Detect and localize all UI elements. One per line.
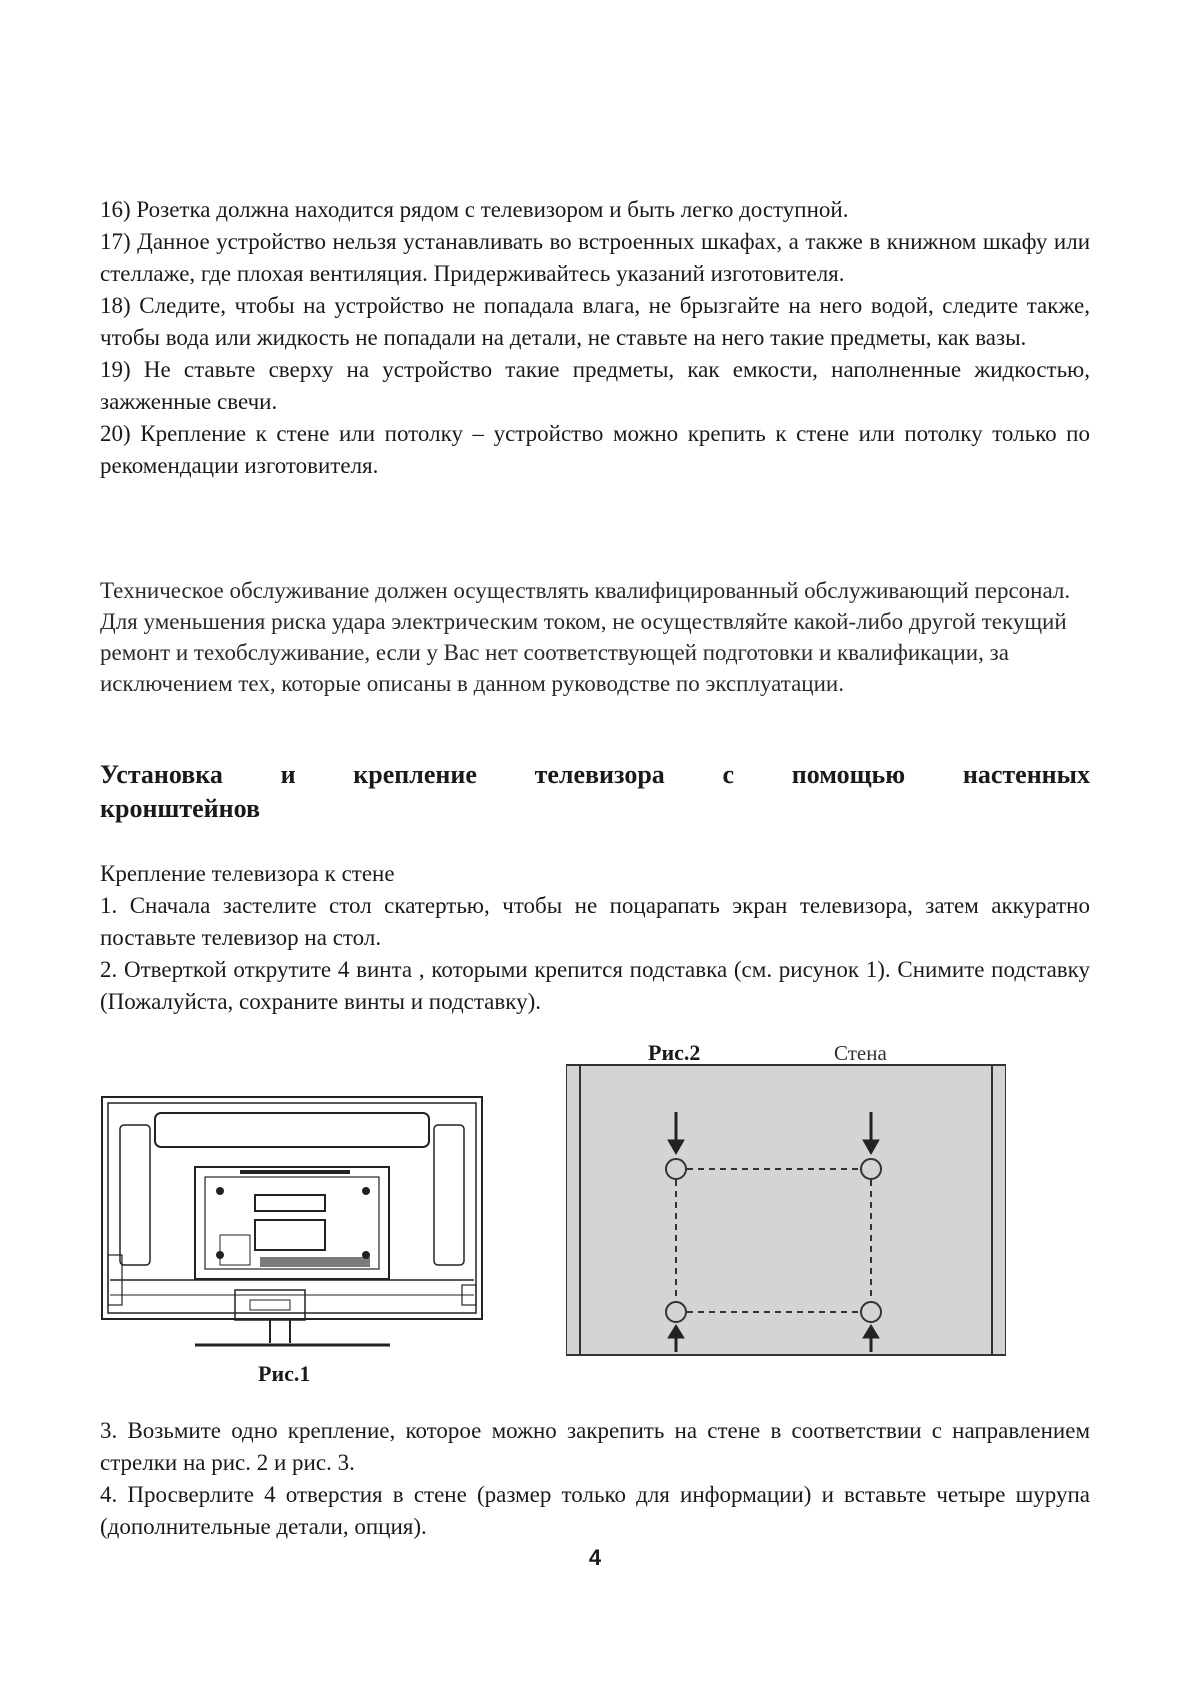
instruction-18: 18) Следите, чтобы на устройство не попадала влага, не брызгайте на него водой, следите также, чтобы вода или жидкость не попадали на детали, не ставьте на него такие предметы, как вазы. bbox=[100, 293, 1090, 350]
instruction-19: 19) Не ставьте сверху на устройство такие предметы, как емкости, наполненные жидкостью, зажженные свечи. bbox=[100, 357, 1090, 414]
figure-1-caption: Рис.1 bbox=[258, 1361, 311, 1386]
wall-mount-diagram bbox=[566, 1040, 1006, 1360]
heading-word: настенных bbox=[962, 760, 1090, 789]
heading-word: крепление bbox=[353, 760, 477, 789]
page-number: 4 bbox=[588, 1545, 602, 1570]
heading-word: помощью bbox=[791, 760, 906, 789]
heading-word: Установка bbox=[100, 760, 223, 789]
step-1: 1. Сначала застелите стол скатертью, чтобы не поцарапать экран телевизора, затем аккуратно поставьте телевизор на стол. bbox=[100, 893, 1090, 950]
instruction-20: 20) Крепление к стене или потолку – устройство можно крепить к стене или потолку только по рекомендации изготовителя. bbox=[100, 421, 1090, 478]
section-heading bbox=[100, 758, 1090, 826]
heading-word: телевизора bbox=[534, 760, 665, 789]
figure-2-caption: Рис.2 bbox=[648, 1040, 701, 1065]
wall-label: Стена bbox=[834, 1041, 887, 1065]
subheading: Крепление телевизора к стене bbox=[100, 861, 395, 886]
service-note: Техническое обслуживание должен осуществлять квалифицированный обслуживающий персонал. Для уменьшения риска удара электрическим током, не осуществляйте какой-либо другой текущий ремонт и техобслуживание, если у Вас нет соответствующей подготовки и квалификации, за исключением тех, которые описаны в данном руководстве по эксплуатации. bbox=[100, 578, 1071, 696]
step-2: 2. Отверткой открутите 4 винта , которыми крепится подставка (см. рисунок 1). Снимите подставку (Пожалуйста, сохраните винты и подставку). bbox=[100, 957, 1090, 1014]
safety-instructions bbox=[100, 194, 1090, 482]
step-3: 3. Возьмите одно крепление, которое можно закрепить на стене в соответствии с направлением стрелки на рис. 2 и рис. 3. bbox=[100, 1418, 1090, 1475]
heading-word: с bbox=[722, 760, 735, 789]
heading-word: и bbox=[280, 760, 296, 789]
instruction-16: 16) Розетка должна находится рядом с телевизором и быть легко доступной. bbox=[100, 197, 849, 222]
mounting-steps bbox=[100, 858, 1090, 1018]
step-4: 4. Просверлите 4 отверстия в стене (размер только для информации) и вставьте четыре шурупа (дополнительные детали, опция). bbox=[100, 1482, 1090, 1539]
mounting-steps-continued bbox=[100, 1415, 1090, 1543]
instruction-17: 17) Данное устройство нельзя устанавливать во встроенных шкафах, а также в книжном шкафу или стеллаже, где плохая вентиляция. Придерживайтесь указаний изготовителя. bbox=[100, 229, 1090, 286]
heading-line-2: кронштейнов bbox=[100, 794, 261, 823]
tv-rear-figure bbox=[100, 1095, 484, 1350]
